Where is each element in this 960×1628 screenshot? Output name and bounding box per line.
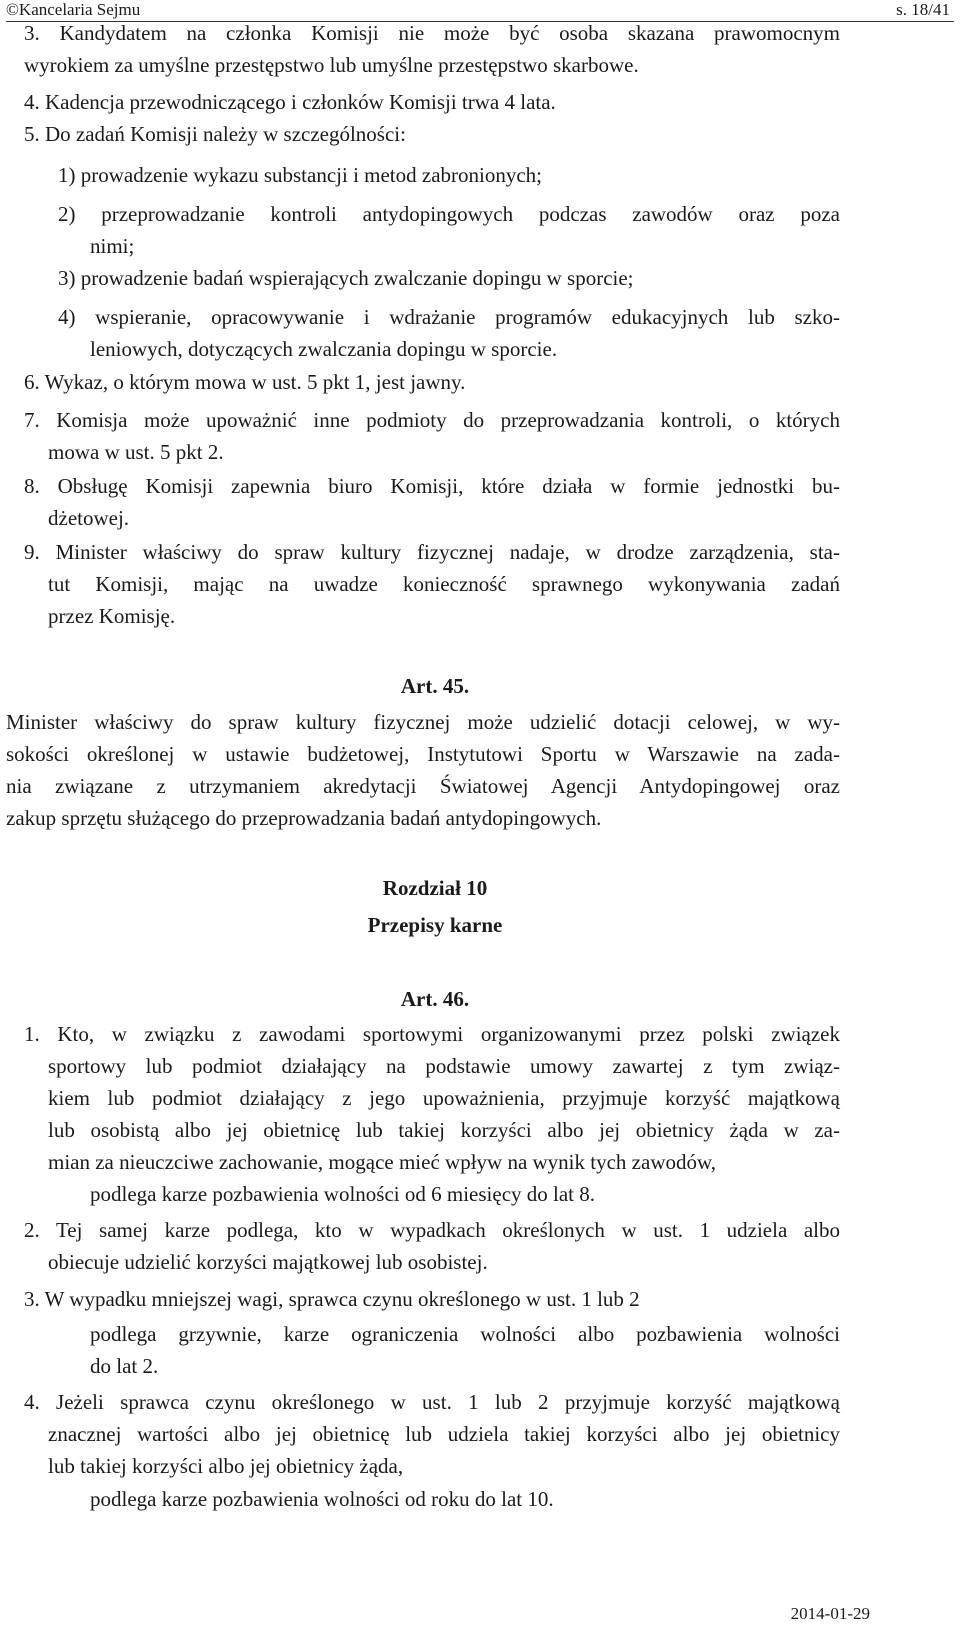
text-line: 8. Obsługę Komisji zapewnia biuro Komisji, które działa w formie jednostki bu-	[24, 474, 840, 498]
text-line: obiecuje udzielić korzyści majątkowej lub osobistej.	[48, 1250, 488, 1274]
text-line: lub takiej korzyści albo jej obietnicy żąda,	[48, 1454, 404, 1478]
text-line: 2. Tej samej karze podlega, kto w wypadkach określonych w ust. 1 udziela albo	[24, 1218, 840, 1242]
text-line: podlega karze pozbawienia wolności od roku do lat 10.	[90, 1487, 554, 1511]
text-line: 3) prowadzenie badań wspierających zwalczanie dopingu w sporcie;	[58, 266, 634, 290]
text-line: podlega grzywnie, karze ograniczenia wolności albo pozbawienia wolności	[90, 1322, 840, 1346]
point-5-2	[58, 198, 840, 262]
text-line: 7. Komisja może upoważnić inne podmioty do przeprowadzania kontroli, o których	[24, 408, 840, 432]
text-line: 1. Kto, w związku z zawodami sportowymi organizowanymi przez polski związek	[24, 1022, 840, 1046]
text-line: 2) przeprowadzanie kontroli antydopingowych podczas zawodów oraz poza	[58, 202, 840, 226]
footer-date: 2014-01-29	[790, 1604, 870, 1623]
text-line: dżetowej.	[48, 506, 130, 530]
article-45-title: Art. 45.	[400, 674, 470, 698]
text-line: 1) prowadzenie wykazu substancji i metod zabronionych;	[58, 163, 543, 187]
text-line: zakup sprzętu służącego do przeprowadzania badań antydopingowych.	[6, 806, 602, 830]
text-line: 3. Kandydatem na członka Komisji nie może być osoba skazana prawomocnym	[24, 21, 840, 45]
point-5-3	[58, 262, 840, 294]
paragraph-4	[24, 86, 840, 118]
article-46-paragraph-4-penalty	[90, 1483, 840, 1515]
chapter-title: Rozdział 10	[382, 876, 488, 900]
article-46-paragraph-4	[24, 1386, 840, 1482]
paragraph-5	[24, 118, 840, 150]
article-46-paragraph-3	[24, 1283, 840, 1315]
paragraph-6	[24, 366, 840, 398]
article-46-title: Art. 46.	[400, 987, 470, 1011]
chapter-subtitle: Przepisy karne	[367, 913, 503, 937]
text-line: 9. Minister właściwy do spraw kultury fizycznej nadaje, w drodze zarządzenia, sta-	[24, 540, 840, 564]
article-46-paragraph-2	[24, 1214, 840, 1278]
text-line: tut Komisji, mając na uwadze konieczność sprawnego wykonywania zadań	[48, 572, 840, 596]
article-46-paragraph-1-penalty	[90, 1178, 840, 1210]
text-line: sokości określonej w ustawie budżetowej, Instytutowi Sportu w Warszawie na zada-	[6, 742, 840, 766]
text-line: Minister właściwy do spraw kultury fizycznej może udzielić dotacji celowej, w wy-	[6, 710, 840, 734]
text-line: mian za nieuczciwe zachowanie, mogące mieć wpływ na wynik tych zawodów,	[48, 1150, 717, 1174]
text-line: 6. Wykaz, o którym mowa w ust. 5 pkt 1, jest jawny.	[24, 370, 466, 394]
text-line: sportowy lub podmiot działający na podstawie umowy zawartej z tym związ-	[48, 1054, 840, 1078]
header-copyright: ©Kancelaria Sejmu	[6, 0, 141, 19]
text-line: 4. Kadencja przewodniczącego i członków Komisji trwa 4 lata.	[24, 90, 556, 114]
point-5-4	[58, 301, 840, 365]
text-line: 4. Jeżeli sprawca czynu określonego w ust. 1 lub 2 przyjmuje korzyść majątkową	[24, 1390, 840, 1414]
text-line: leniowych, dotyczących zwalczania dopingu w sporcie.	[90, 337, 558, 361]
text-line: wyrokiem za umyślne przestępstwo lub umyślne przestępstwo skarbowe.	[24, 53, 639, 77]
text-line: 4) wspieranie, opracowywanie i wdrażanie programów edukacyjnych lub szko-	[58, 305, 840, 329]
text-line: 3. W wypadku mniejszej wagi, sprawca czynu określonego w ust. 1 lub 2	[24, 1287, 640, 1311]
text-line: 5. Do zadań Komisji należy w szczególności:	[24, 122, 406, 146]
point-5-1	[58, 159, 840, 191]
text-line: podlega karze pozbawienia wolności od 6 miesięcy do lat 8.	[90, 1182, 596, 1206]
text-line: do lat 2.	[90, 1354, 159, 1378]
text-line: kiem lub podmiot działający z jego upoważnienia, przyjmuje korzyść majątkową	[48, 1086, 840, 1110]
text-line: mowa w ust. 5 pkt 2.	[48, 440, 224, 464]
article-45-text	[6, 706, 840, 834]
header-page-number: s. 18/41	[896, 0, 950, 19]
paragraph-9	[24, 536, 840, 632]
text-line: nia związane z utrzymaniem akredytacji Światowej Agencji Antydopingowej oraz	[6, 774, 840, 798]
article-46-paragraph-3-penalty	[90, 1318, 840, 1382]
paragraph-3	[24, 17, 840, 81]
article-46-paragraph-1	[24, 1018, 840, 1178]
paragraph-7	[24, 404, 840, 468]
text-line: znacznej wartości albo jej obietnicę lub udziela takiej korzyści albo jej obietnicy	[48, 1422, 840, 1446]
text-line: przez Komisję.	[48, 604, 176, 628]
text-line: nimi;	[90, 234, 135, 258]
paragraph-8	[24, 470, 840, 534]
text-line: lub osobistą albo jej obietnicę lub takiej korzyści albo jej obietnicy żąda w za-	[48, 1118, 840, 1142]
